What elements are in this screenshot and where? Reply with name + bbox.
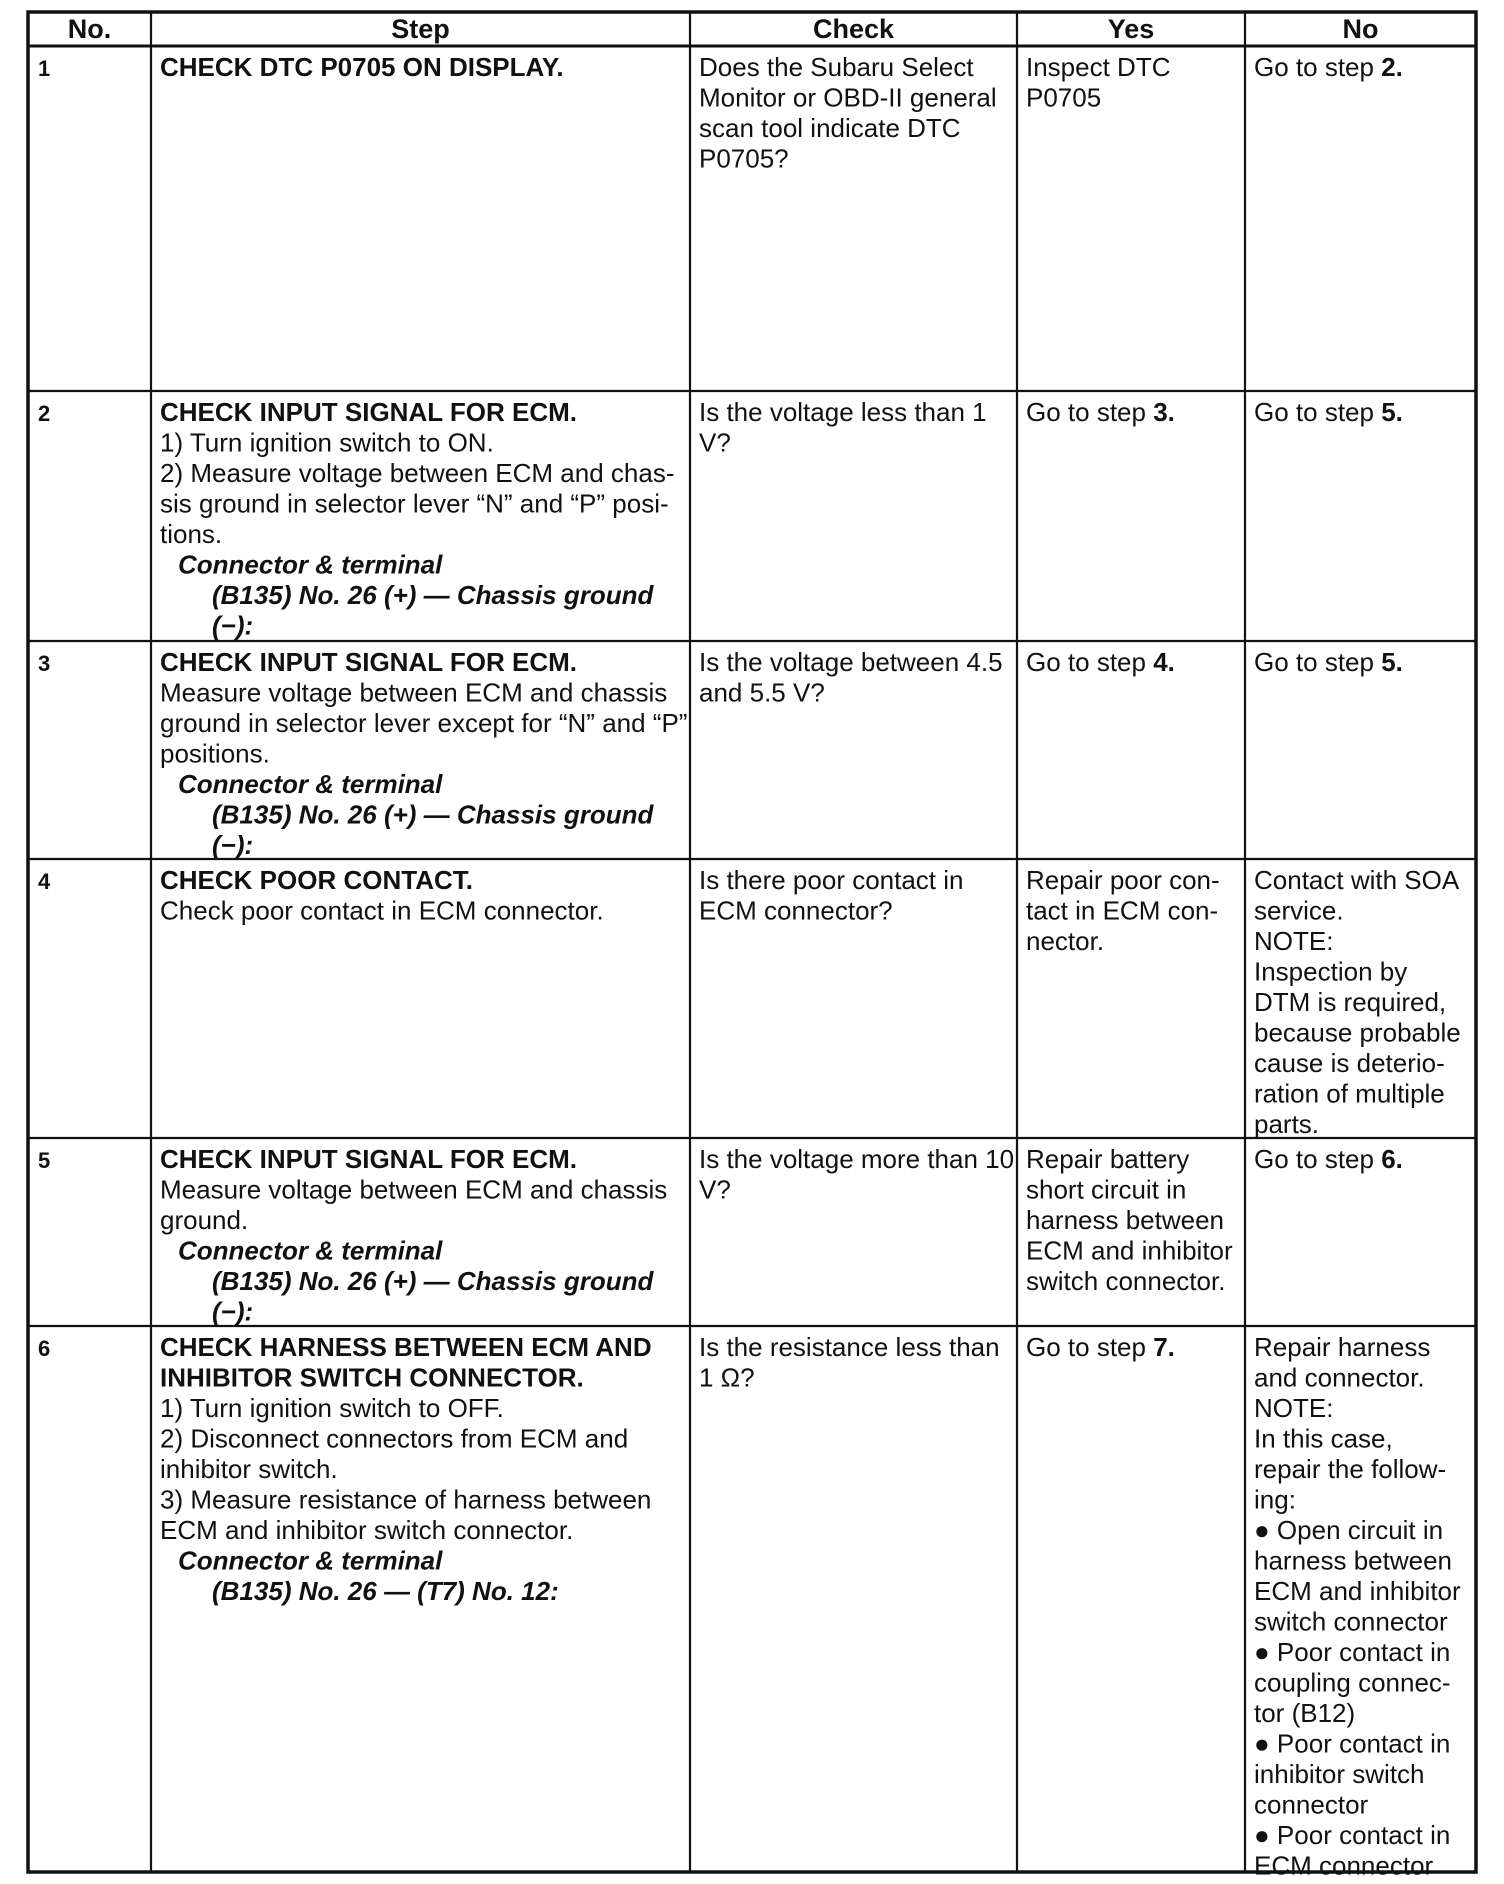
col-no-result-line: Contact with SOA bbox=[1254, 865, 1460, 895]
col-yes-line: ECM and inhibitor bbox=[1026, 1235, 1233, 1266]
col-step-line: 1) Turn ignition switch to ON. bbox=[160, 427, 494, 458]
col-check-line: Is the voltage more than 10 bbox=[699, 1144, 1015, 1174]
col-step-line: Measure voltage between ECM and chassis bbox=[160, 677, 668, 708]
col-step-line: tions. bbox=[160, 519, 223, 549]
col-step-line: (B135) No. 26 — (T7) No. 12: bbox=[212, 1576, 559, 1606]
col-yes-line: Repair poor con- bbox=[1026, 865, 1220, 895]
col-step-line: CHECK INPUT SIGNAL FOR ECM. bbox=[160, 1144, 577, 1174]
col-yes-line: Inspect DTC bbox=[1026, 52, 1171, 82]
col-step-line: 2) Disconnect connectors from ECM and bbox=[160, 1423, 629, 1454]
col-step-line: 3) Measure resistance of harness between bbox=[160, 1484, 652, 1515]
col-yes-line: P0705 bbox=[1026, 82, 1102, 113]
col-step-header: Step bbox=[391, 14, 450, 44]
col-step-line: 2) Measure voltage between ECM and chas- bbox=[160, 458, 675, 488]
table-row bbox=[38, 52, 1403, 174]
step-number: 6 bbox=[38, 1336, 51, 1361]
col-no-result-line: cause is deterio- bbox=[1254, 1048, 1445, 1078]
col-check-line: Monitor or OBD-II general bbox=[699, 82, 997, 113]
col-no-result-line: connector bbox=[1254, 1789, 1369, 1820]
table-header-row bbox=[68, 14, 1379, 44]
col-no-result-line: ing: bbox=[1254, 1484, 1296, 1515]
table-row bbox=[38, 647, 1403, 860]
col-yes-line: Go to step 4. bbox=[1026, 647, 1175, 677]
col-yes-line: switch connector. bbox=[1026, 1266, 1226, 1296]
col-no-result-line: Repair harness bbox=[1254, 1332, 1431, 1362]
col-no-result-line: service. bbox=[1254, 895, 1344, 926]
col-no-result-line: coupling connec- bbox=[1254, 1667, 1451, 1698]
col-no-header: No. bbox=[67, 14, 112, 44]
col-step-line: CHECK DTC P0705 ON DISPLAY. bbox=[160, 52, 564, 82]
step-number: 5 bbox=[38, 1148, 51, 1173]
step-number: 2 bbox=[38, 401, 51, 426]
col-yes-line: Repair battery bbox=[1026, 1144, 1190, 1174]
col-step-line: CHECK HARNESS BETWEEN ECM AND bbox=[160, 1332, 652, 1362]
step-number: 4 bbox=[38, 869, 51, 894]
col-step-line: ECM and inhibitor switch connector. bbox=[160, 1515, 574, 1545]
col-no-result-line: switch connector bbox=[1254, 1606, 1448, 1637]
col-no-result-line: tor (B12) bbox=[1254, 1698, 1356, 1728]
col-step-line: 1) Turn ignition switch to OFF. bbox=[160, 1393, 504, 1423]
col-yes-line: Go to step 3. bbox=[1026, 397, 1175, 427]
col-step-line: Connector & terminal bbox=[178, 1545, 443, 1576]
col-step-line: INHIBITOR SWITCH CONNECTOR. bbox=[160, 1362, 584, 1393]
col-check-line: Is the voltage less than 1 bbox=[699, 397, 987, 427]
col-no-result-line: NOTE: bbox=[1254, 1393, 1334, 1423]
col-no-result-line: ● Poor contact in bbox=[1254, 1637, 1451, 1667]
table-row bbox=[38, 397, 1403, 641]
col-yes-header: Yes bbox=[1107, 14, 1155, 44]
col-step-line: inhibitor switch. bbox=[160, 1454, 338, 1484]
col-yes-line: short circuit in bbox=[1026, 1174, 1187, 1205]
col-no-result-line: Go to step 5. bbox=[1254, 397, 1403, 427]
col-check-line: Is there poor contact in bbox=[699, 865, 964, 895]
col-check-line: ECM connector? bbox=[699, 895, 893, 926]
col-step-line: (B135) No. 26 (+) — Chassis ground bbox=[212, 799, 654, 830]
col-step-line: (−): bbox=[212, 1296, 254, 1327]
col-step-line: (B135) No. 26 (+) — Chassis ground bbox=[212, 580, 654, 610]
col-no-result-line: harness between bbox=[1254, 1545, 1453, 1576]
col-step-line: positions. bbox=[160, 738, 270, 769]
col-step-line: Connector & terminal bbox=[178, 549, 443, 580]
step-number: 1 bbox=[38, 56, 51, 81]
col-no-result-line: Go to step 2. bbox=[1254, 52, 1403, 82]
table-row bbox=[38, 1144, 1403, 1327]
col-step-line: Check poor contact in ECM connector. bbox=[160, 895, 604, 926]
col-no-result-header: No bbox=[1342, 14, 1379, 44]
col-step-line: (−): bbox=[212, 610, 254, 641]
col-no-result-line: ration of multiple bbox=[1254, 1078, 1445, 1109]
col-no-result-line: ECM connector bbox=[1254, 1850, 1434, 1881]
col-no-result-line: ● Open circuit in bbox=[1254, 1515, 1444, 1545]
col-no-result-line: ● Poor contact in bbox=[1254, 1728, 1451, 1759]
table-row bbox=[38, 865, 1461, 1139]
col-yes-line: Go to step 7. bbox=[1026, 1332, 1175, 1362]
col-no-result-line: DTM is required, bbox=[1254, 987, 1447, 1017]
col-check-line: Is the voltage between 4.5 bbox=[699, 647, 1003, 677]
col-step-line: CHECK INPUT SIGNAL FOR ECM. bbox=[160, 647, 577, 677]
col-check-line: P0705? bbox=[699, 143, 789, 174]
col-no-result-line: ECM and inhibitor bbox=[1254, 1576, 1461, 1606]
col-step-line: CHECK INPUT SIGNAL FOR ECM. bbox=[160, 397, 577, 427]
step-number: 3 bbox=[38, 651, 51, 676]
col-step-line: sis ground in selector lever “N” and “P” posi- bbox=[160, 488, 669, 519]
col-check-line: Is the resistance less than bbox=[699, 1332, 1000, 1362]
col-check-line: V? bbox=[699, 1174, 731, 1205]
col-yes-line: tact in ECM con- bbox=[1026, 895, 1219, 926]
col-no-result-line: Go to step 5. bbox=[1254, 647, 1403, 677]
col-step-line: ground. bbox=[160, 1205, 249, 1235]
col-no-result-line: NOTE: bbox=[1254, 926, 1334, 956]
col-no-result-line: Go to step 6. bbox=[1254, 1144, 1403, 1174]
col-no-result-line: parts. bbox=[1254, 1109, 1320, 1139]
col-step-line: (−): bbox=[212, 830, 254, 860]
col-check-header: Check bbox=[812, 14, 895, 44]
col-step-line: Measure voltage between ECM and chassis bbox=[160, 1174, 668, 1205]
col-check-line: 1 Ω? bbox=[699, 1362, 755, 1393]
col-yes-line: harness between bbox=[1026, 1205, 1225, 1235]
col-no-result-line: In this case, bbox=[1254, 1423, 1393, 1454]
col-step-line: Connector & terminal bbox=[178, 1235, 443, 1266]
col-check-line: scan tool indicate DTC bbox=[699, 113, 961, 143]
col-check-line: and 5.5 V? bbox=[699, 677, 825, 708]
col-step-line: (B135) No. 26 (+) — Chassis ground bbox=[212, 1266, 654, 1296]
col-step-line: Connector & terminal bbox=[178, 769, 443, 799]
col-no-result-line: Inspection by bbox=[1254, 956, 1408, 987]
table-body bbox=[38, 52, 1461, 1881]
col-check-line: Does the Subaru Select bbox=[699, 52, 974, 82]
col-step-line: ground in selector lever except for “N” and “P” bbox=[160, 708, 688, 738]
table-row bbox=[38, 1332, 1461, 1881]
col-no-result-line: inhibitor switch bbox=[1254, 1759, 1425, 1789]
col-no-result-line: and connector. bbox=[1254, 1362, 1425, 1393]
col-no-result-line: ● Poor contact in bbox=[1254, 1820, 1451, 1850]
col-step-line: CHECK POOR CONTACT. bbox=[160, 865, 473, 895]
col-yes-line: nector. bbox=[1026, 926, 1105, 956]
col-no-result-line: because probable bbox=[1254, 1017, 1461, 1048]
col-no-result-line: repair the follow- bbox=[1254, 1454, 1447, 1484]
col-check-line: V? bbox=[699, 427, 731, 458]
